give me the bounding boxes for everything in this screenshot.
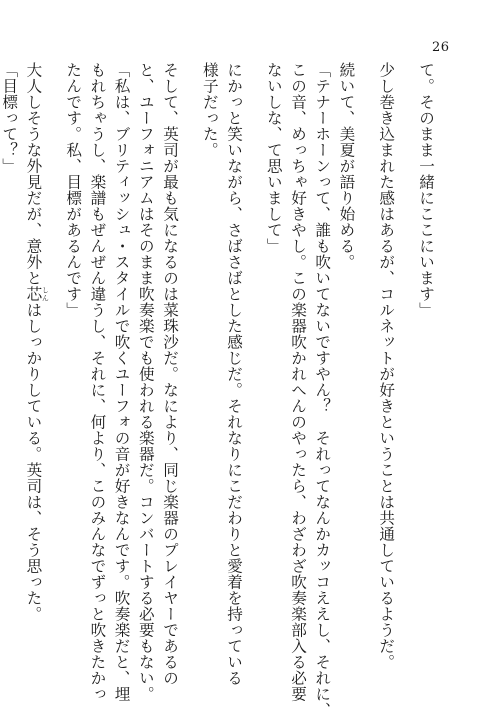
text-line: 大人しそうな外見だが、意外と芯 しんはしっかりしている。英司は、そう思った。 [24, 62, 50, 622]
text-line: にかっと笑いながら、さばさばとした感じだ。それなりにこだわりと愛着を持っている [225, 62, 243, 686]
page-number: 26 [432, 40, 450, 55]
text-line: 「テナーホーンって、誰も吹いてないですやん？ それってなんかカッコええし、それに、 [313, 62, 332, 718]
text-line: て。そのまま一緒にここにいます」 [417, 62, 435, 318]
text-line: たんです。私、目標があるんです」 [64, 62, 83, 318]
text-line: 様子だった。 [200, 62, 219, 158]
text-line: 「私は、ブリティッシュ・スタイルで吹くユーフォの音が好きなんです。吹奏楽だと、埋 [112, 62, 131, 702]
ruby-reading: しん [41, 286, 50, 302]
text-line: 「目標って？」 [0, 62, 19, 174]
text-line: ないしな、て思いまして」 [264, 62, 283, 254]
text-line: と、ユーフォニアムはそのまま吹奏楽でも使われる楽器だ。コンバートする必要もない。 [136, 62, 155, 702]
text-line: 続いて、美夏が語り始める。 [337, 62, 356, 270]
text-line: そして、英司が最も気になるのは菜珠沙だ。なにより、同じ楽器のプレイヤーであるの [161, 62, 179, 686]
text-line: この音、めっちゃ好きやし。この楽器吹かれへんのやったら、わざわざ吹奏楽部入る必要 [289, 62, 307, 702]
text-line: 少し巻き込まれた感はあるが、コルネットが好きということは共通しているようだ。 [377, 62, 396, 670]
vertical-text-body [0, 62, 438, 718]
ruby-annotation: 芯 しん [24, 286, 50, 302]
text-line: もれちゃうし、楽譜もぜんぜん違うし、それに、何より、このみんなでずっと吹きたかっ [88, 62, 107, 702]
